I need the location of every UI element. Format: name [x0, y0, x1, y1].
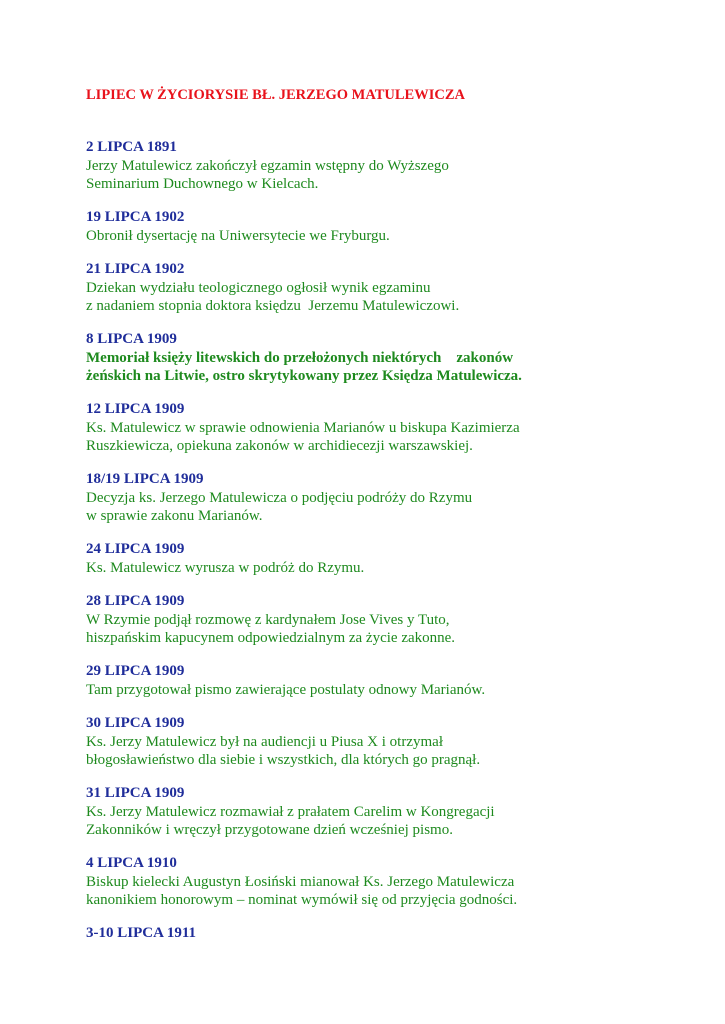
entry-date: 28 LIPCA 1909 — [86, 593, 185, 609]
timeline-entry — [86, 138, 686, 193]
timeline-entry — [86, 784, 686, 839]
entry-text-line: kanonikiem honorowym – nominat wymówił się od przyjęcia godności. — [86, 892, 518, 908]
entry-date: 18/19 LIPCA 1909 — [86, 471, 204, 487]
entry-text-line: z nadaniem stopnia doktora księdzu Jerzemu Matulewiczowi. — [86, 298, 460, 314]
entry-text-line: Zakonników i wręczył przygotowane dzień wcześniej pismo. — [86, 822, 453, 838]
entry-text-line: w sprawie zakonu Marianów. — [86, 508, 263, 524]
entry-date: 4 LIPCA 1910 — [86, 855, 177, 871]
entry-date: 3-10 LIPCA 1911 — [86, 925, 197, 941]
entry-text-line: hiszpańskim kapucynem odpowiedzialnym za życie zakonne. — [86, 630, 456, 646]
entry-date: 19 LIPCA 1902 — [86, 209, 185, 225]
entry-date: 30 LIPCA 1909 — [86, 715, 185, 731]
entry-text-line: Memoriał księży litewskich do przełożonych niektórych zakonów — [86, 350, 514, 366]
timeline-entry — [86, 330, 686, 385]
entry-date: 21 LIPCA 1902 — [86, 261, 185, 277]
timeline-entry — [86, 854, 686, 909]
timeline-entry — [86, 208, 686, 245]
entry-text-line: W Rzymie podjął rozmowę z kardynałem Jose Vives y Tuto, — [86, 612, 450, 628]
entry-text-line: Ks. Matulewicz w sprawie odnowienia Marianów u biskupa Kazimierza — [86, 420, 520, 436]
timeline-entry — [86, 470, 686, 525]
timeline-entry — [86, 260, 686, 315]
entry-text-line: Jerzy Matulewicz zakończył egzamin wstępny do Wyższego — [86, 158, 449, 174]
timeline-entry — [86, 924, 686, 943]
entry-text-line: Ks. Jerzy Matulewicz rozmawiał z prałatem Carelim w Kongregacji — [86, 804, 495, 820]
entry-text-line: Ks. Matulewicz wyrusza w podróż do Rzymu. — [86, 560, 365, 576]
entry-date: 8 LIPCA 1909 — [86, 331, 177, 347]
document-title: LIPIEC W ŻYCIORYSIE BŁ. JERZEGO MATULEWICZA — [86, 87, 465, 103]
timeline-entry — [86, 662, 686, 699]
entry-text-line: Obronił dysertację na Uniwersytecie we Fryburgu. — [86, 228, 390, 244]
entry-text-line: błogosławieństwo dla siebie i wszystkich, dla których go pragnął. — [86, 752, 481, 768]
entry-text-line: Ruszkiewicza, opiekuna zakonów w archidiecezji warszawskiej. — [86, 438, 473, 454]
entry-text-line: żeńskich na Litwie, ostro skrytykowany przez Księdza Matulewicza. — [86, 368, 522, 384]
timeline-entry — [86, 540, 686, 577]
document-page — [86, 86, 686, 958]
timeline-entry — [86, 400, 686, 455]
entry-text-line: Dziekan wydziału teologicznego ogłosił wynik egzaminu — [86, 280, 431, 296]
entry-text-line: Decyzja ks. Jerzego Matulewicza o podjęciu podróży do Rzymu — [86, 490, 473, 506]
entry-date: 2 LIPCA 1891 — [86, 139, 177, 155]
entry-date: 31 LIPCA 1909 — [86, 785, 185, 801]
entry-text-line: Tam przygotował pismo zawierające postulaty odnowy Marianów. — [86, 682, 486, 698]
timeline-entry — [86, 592, 686, 647]
timeline-list — [86, 138, 686, 943]
timeline-entry — [86, 714, 686, 769]
entry-date: 29 LIPCA 1909 — [86, 663, 185, 679]
entry-text-line: Seminarium Duchownego w Kielcach. — [86, 176, 319, 192]
entry-text-line: Ks. Jerzy Matulewicz był na audiencji u Piusa X i otrzymał — [86, 734, 443, 750]
entry-date: 12 LIPCA 1909 — [86, 401, 185, 417]
entry-date: 24 LIPCA 1909 — [86, 541, 185, 557]
entry-text-line: Biskup kielecki Augustyn Łosiński mianował Ks. Jerzego Matulewicza — [86, 874, 515, 890]
